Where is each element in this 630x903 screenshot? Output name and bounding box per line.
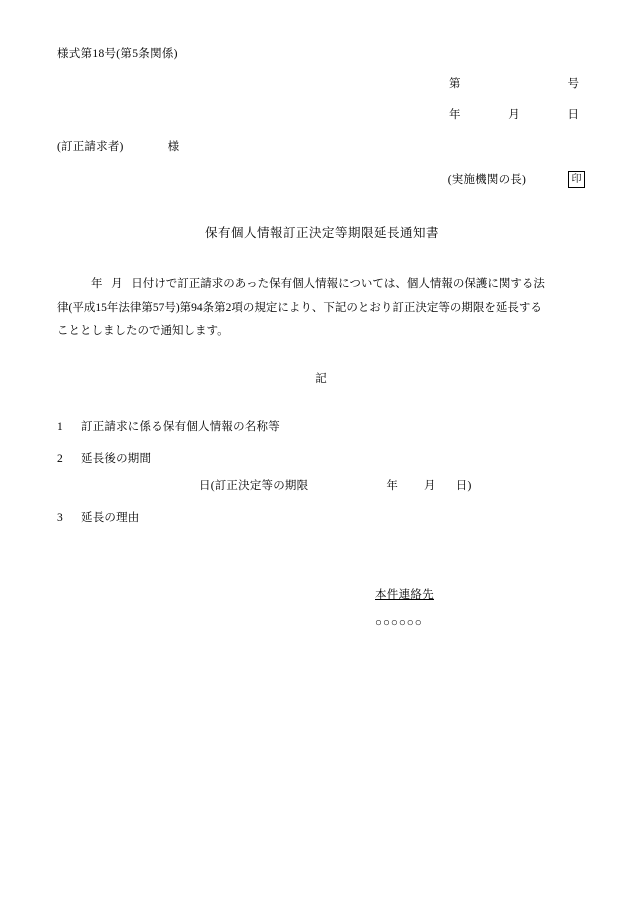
seal-stamp-icon: 印 — [568, 171, 585, 188]
document-body — [57, 45, 587, 632]
period-paren-close: ) — [467, 479, 472, 492]
period-paren-open: (訂正決定等の期限 — [210, 479, 309, 492]
body-line-3: こととしましたので通知します。 — [57, 325, 229, 338]
period-month: 月 — [424, 479, 436, 492]
body-paragraph-1 — [57, 273, 587, 297]
document-number-row — [57, 75, 587, 93]
period-day2: 日 — [455, 479, 468, 492]
item-text: 延長後の期間 — [81, 453, 152, 466]
date-day-label: 日 — [567, 108, 579, 121]
period-year: 年 — [386, 479, 399, 492]
document-date-row — [57, 106, 587, 124]
list-item — [57, 450, 587, 468]
period-sub-line — [199, 477, 587, 495]
number-label: 第 — [449, 78, 461, 91]
item-number: 2 — [57, 453, 63, 466]
item-number: 3 — [57, 512, 63, 525]
body-date-month: 月 — [111, 277, 123, 290]
list-item — [57, 509, 587, 527]
item-number: 1 — [57, 421, 63, 434]
contact-title: 本件連絡先 — [375, 588, 434, 601]
items-list — [57, 418, 587, 528]
page-title: 保有個人情報訂正決定等期限延長通知書 — [204, 225, 439, 240]
body-text — [57, 273, 587, 344]
date-month-label: 月 — [508, 108, 520, 121]
period-day: 日 — [199, 479, 211, 492]
list-item — [57, 418, 587, 436]
body-line-1: 日付けで訂正請求のあった保有個人情報については、個人情報の保護に関する法 — [131, 277, 545, 290]
agency-line — [57, 171, 587, 189]
body-line-2: 律(平成15年法律第57号)第94条第2項の規定により、下記のとおり訂正決定等の期限を延長する — [57, 301, 542, 314]
body-date-year: 年 — [91, 277, 103, 290]
agency-name: (実施機関の長) — [447, 173, 526, 186]
requester-honorific: 様 — [167, 141, 180, 154]
item-text: 訂正請求に係る保有個人情報の名称等 — [81, 421, 280, 434]
contact-value: ○○○○○○ — [375, 616, 423, 629]
number-unit: 号 — [567, 78, 579, 91]
ki-mark: 記 — [315, 372, 329, 385]
requester-line — [57, 138, 587, 156]
item-text: 延長の理由 — [81, 512, 140, 525]
form-number: 様式第18号(第5条関係) — [57, 48, 178, 60]
contact-block — [375, 586, 587, 633]
date-year-label: 年 — [449, 108, 461, 121]
requester-label: (訂正請求者) — [57, 141, 124, 154]
